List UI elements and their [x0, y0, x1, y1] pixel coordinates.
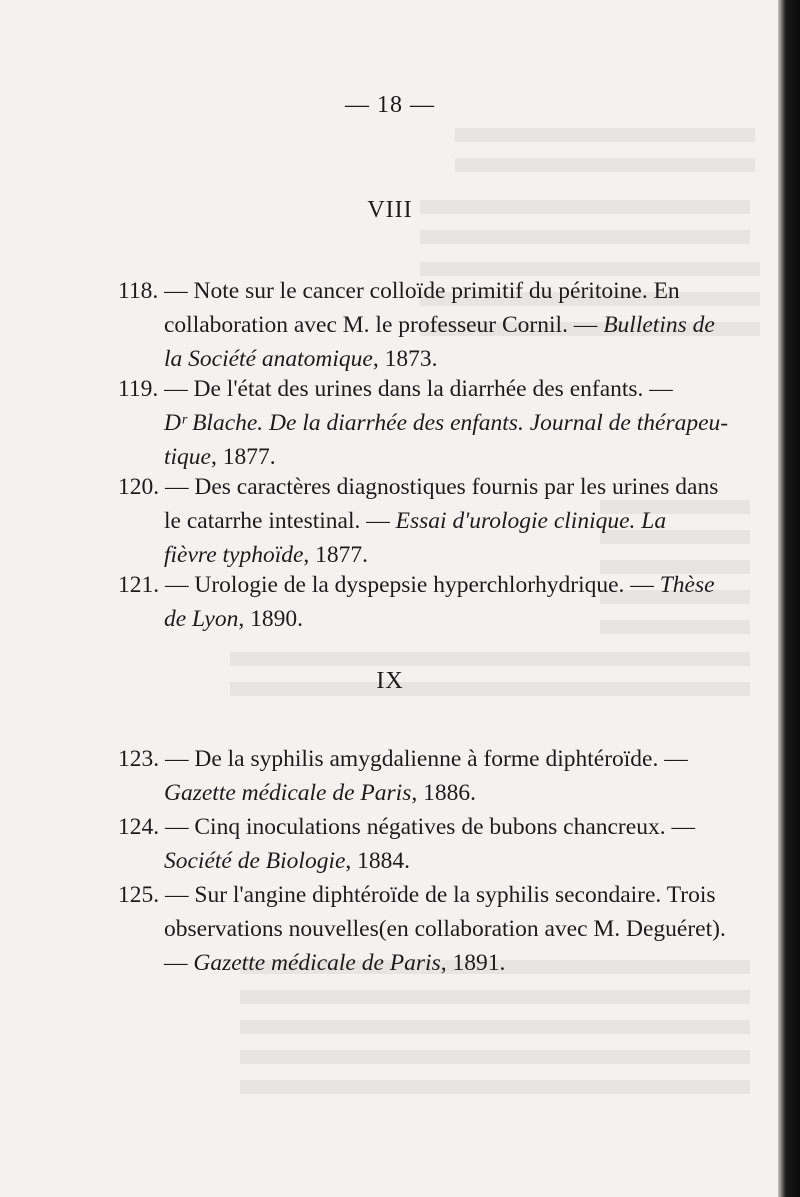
bibliography-entry: [118, 878, 726, 980]
show-through-shadow: [240, 960, 750, 1110]
entry-line: [118, 946, 708, 980]
entry-text: , 1884.: [345, 848, 411, 874]
entry-line: [118, 568, 715, 602]
entry-citation-text: fièvre typhoïde: [164, 542, 304, 568]
entry-number: 125.: [118, 882, 160, 908]
entry-number: 119.: [118, 376, 159, 402]
entry-text: — Note sur le cancer colloïde primitif du péritoine. En: [158, 278, 680, 304]
entry-text: — Sur l'angine diphtéroïde de la syphilis secondaire. Trois: [159, 882, 716, 908]
entry-text: , 1890.: [238, 606, 303, 632]
entry-line: [118, 440, 708, 474]
entry-line: [118, 810, 708, 844]
bibliography-entry: [118, 810, 708, 878]
bibliography-entry: [118, 274, 715, 376]
entry-line: [118, 342, 708, 376]
entry-text: — De la syphilis amygdalienne à forme diphtéroïde. —: [159, 746, 688, 772]
entry-citation-text: Société de Biologie: [164, 848, 346, 874]
entry-text: — Des caractères diagnostiques fournis par les urines dans: [159, 474, 719, 500]
entry-citation-text: Essai d'urologie clinique. La: [395, 508, 667, 534]
entry-line: [118, 742, 708, 776]
entry-line: [118, 602, 708, 636]
entry-citation-text: Gazette médicale de Paris: [164, 780, 412, 806]
entry-text: observations nouvelles(en collaboration avec M. Deguéret).: [164, 916, 726, 942]
entry-text: — De l'état des urines dans la diarrhée des enfants. —: [158, 376, 673, 402]
entry-line: [118, 274, 708, 308]
entry-citation-text: Thèse: [659, 572, 715, 598]
entry-text: le catarrhe intestinal. —: [164, 508, 396, 534]
bibliography-entry: [118, 742, 708, 810]
entry-text: , 1877.: [303, 542, 369, 568]
entry-text: collaboration avec M. le professeur Cornil. —: [164, 312, 604, 338]
page-binding-edge: [778, 0, 800, 1197]
entry-number: 121.: [118, 572, 160, 598]
section-heading: IX: [376, 668, 404, 694]
entry-citation-text: tique: [164, 444, 211, 470]
entry-text: , 1873.: [372, 346, 438, 372]
bibliography-entry: [118, 372, 729, 474]
entry-line: [118, 776, 708, 810]
entry-line: [118, 538, 708, 572]
entry-number: 118.: [118, 278, 159, 304]
entry-citation-text: la Société anatomique: [164, 346, 373, 372]
entry-citation-text: Gazette médicale de Paris: [193, 950, 441, 976]
entry-line: [118, 372, 708, 406]
entry-citation-text: Dʳ Blache. De la diarrhée des enfants. Journal de thérapeu-: [164, 410, 729, 436]
entry-line: [118, 504, 708, 538]
bibliography-entry: [118, 470, 719, 572]
entry-text: — Urologie de la dyspepsie hyperchlorhydrique. —: [159, 572, 660, 598]
entry-line: [118, 406, 729, 440]
entry-citation-text: Bulletins de: [603, 312, 715, 338]
entry-line: [118, 308, 715, 342]
entry-line: [118, 844, 708, 878]
entry-text: , 1886.: [411, 780, 476, 806]
entry-line: [118, 912, 726, 946]
entry-citation-text: de Lyon: [164, 606, 239, 632]
entry-text: , 1891.: [440, 950, 506, 976]
entry-text: , 1877.: [211, 444, 276, 470]
show-through-shadow: [455, 128, 755, 188]
entry-number: 120.: [118, 474, 160, 500]
bibliography-entry: [118, 568, 715, 636]
entry-line: [118, 470, 719, 504]
entry-text: —: [164, 950, 194, 976]
entry-number: 124.: [118, 814, 160, 840]
section-heading: VIII: [367, 197, 413, 223]
page-number: — 18 —: [345, 92, 435, 118]
entry-line: [118, 878, 716, 912]
entry-number: 123.: [118, 746, 160, 772]
entry-text: — Cinq inoculations négatives de bubons chancreux. —: [159, 814, 695, 840]
